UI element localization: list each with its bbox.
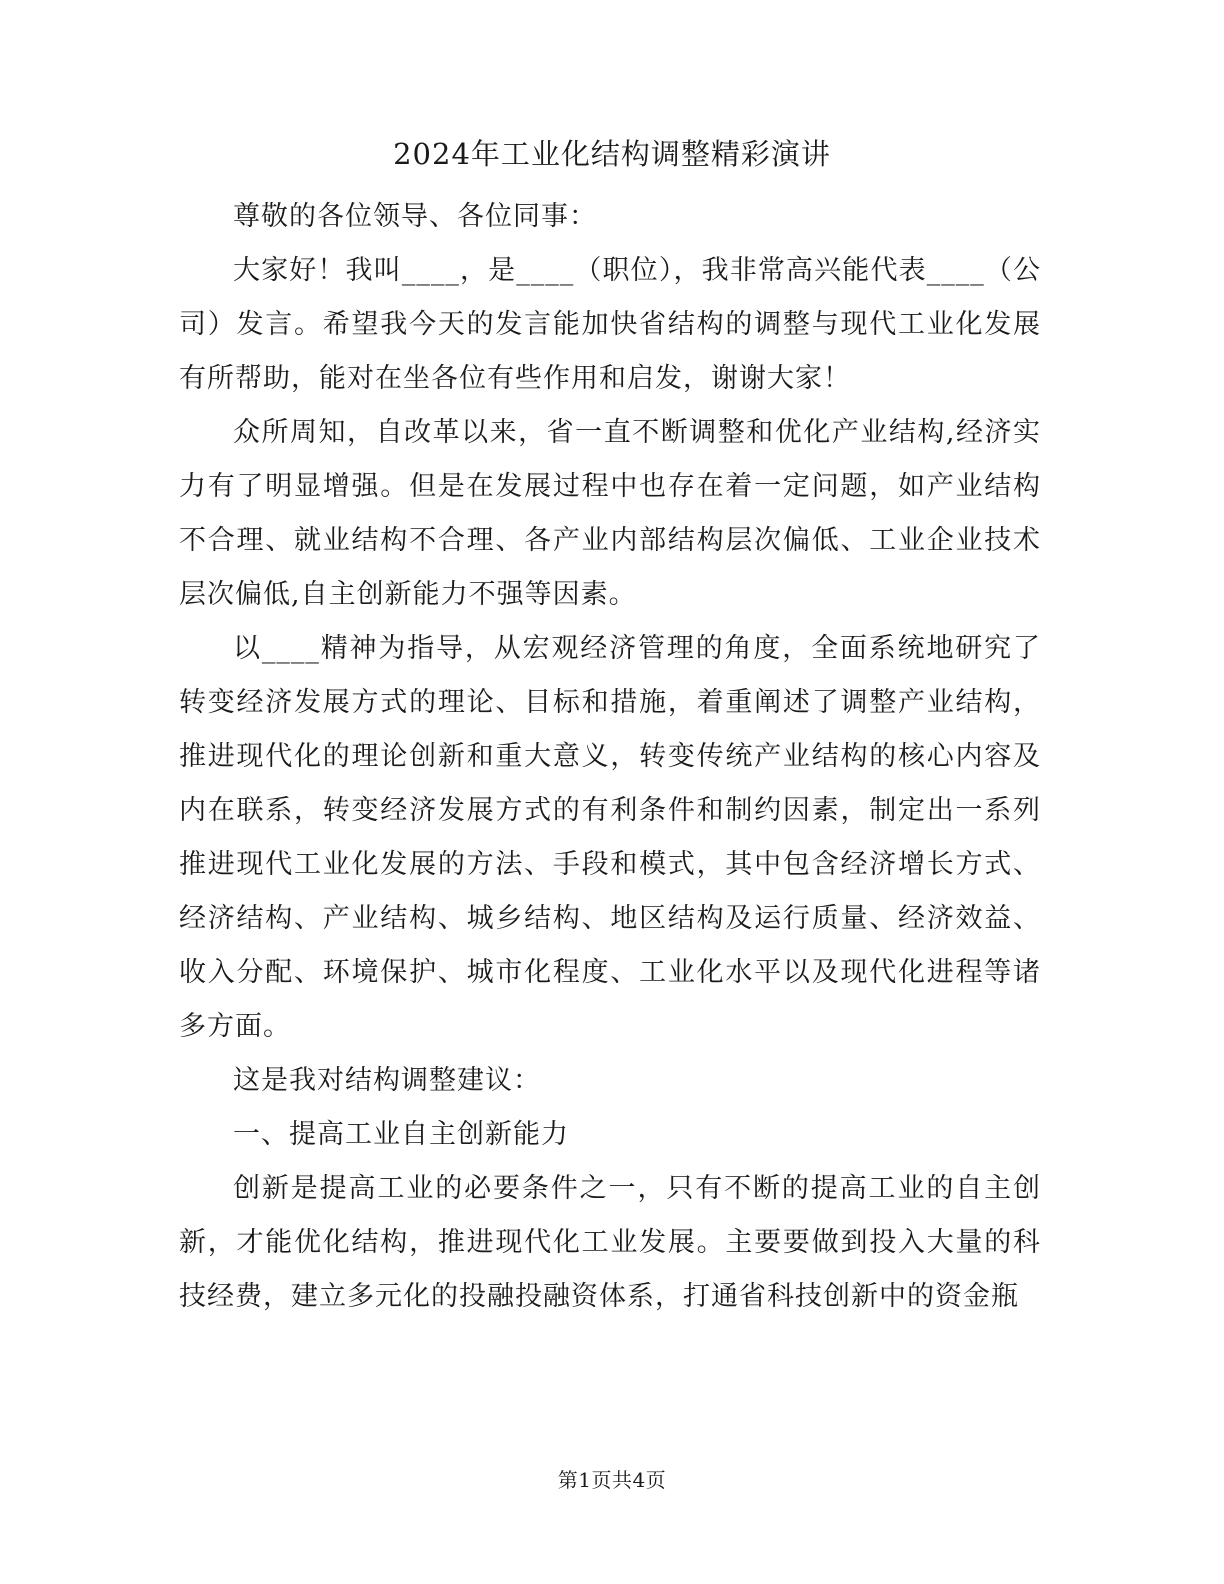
- innovation-paragraph: 创新是提高工业的必要条件之一，只有不断的提高工业的自主创新，才能优化结构，推进现代化工业发展。主要要做到投入大量的科技经费，建立多元化的投融投融资体系，打通省科技创新中的资金瓶: [179, 1173, 1041, 1312]
- background-paragraph: 众所周知，自改革以来，省一直不断调整和优化产业结构,经济实力有了明显增强。但是在发展过程中也存在着一定问题，如产业结构不合理、就业结构不合理、各产业内部结构层次偏低、工业企业技术层次偏低,自主创新能力不强等因素。: [179, 417, 1041, 610]
- document-title: 2024年工业化结构调整精彩演讲: [393, 137, 831, 171]
- page-number-footer: 第1页共4页: [557, 1468, 667, 1492]
- section-heading-1: 一、提高工业自主创新能力: [233, 1119, 569, 1150]
- salutation-paragraph: 尊敬的各位领导、各位同事：: [233, 201, 597, 232]
- research-paragraph: 以____精神为指导，从宏观经济管理的角度，全面系统地研究了转变经济发展方式的理论、目标和措施，着重阐述了调整产业结构，推进现代化的理论创新和重大意义，转变传统产业结构的核心内容及内在联系，转变经济发展方式的有利条件和制约因素，制定出一系列推进现代工业化发展的方法、手段和模式，其中包含经济增长方式、经济结构、产业结构、城乡结构、地区结构及运行质量、经济效益、收入分配、环境保护、城市化程度、工业化水平以及现代化进程等诸多方面。: [179, 633, 1041, 1042]
- document-body: [179, 190, 1041, 1324]
- intro-paragraph: 大家好！我叫____，是____（职位），我非常高兴能代表____（公司）发言。希望我今天的发言能加快省结构的调整与现代工业化发展有所帮助，能对在坐各位有些作用和启发，谢谢大家！: [179, 255, 1041, 394]
- suggestion-intro-paragraph: 这是我对结构调整建议：: [233, 1065, 541, 1096]
